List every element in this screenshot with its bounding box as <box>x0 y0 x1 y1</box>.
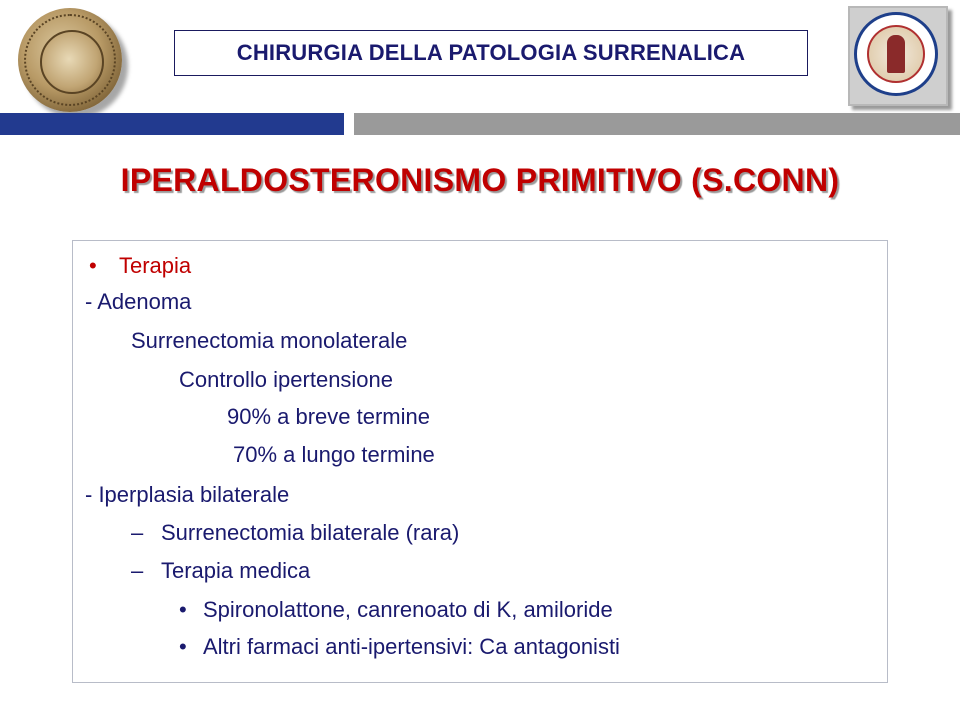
hospital-seal-frame <box>848 6 948 106</box>
list-item-controllo-ipertensione: Controllo ipertensione <box>179 367 394 392</box>
header-title-box <box>174 30 808 76</box>
list-item-terapia: Terapia <box>119 253 192 278</box>
seal-face-icon <box>40 30 104 94</box>
header-title: CHIRURGIA DELLA PATOLOGIA SURRENALICA <box>236 40 746 65</box>
content-box <box>72 240 888 683</box>
university-seal-logo <box>18 8 122 112</box>
dash-icon: – <box>131 520 144 545</box>
bullet-icon: • <box>179 634 187 659</box>
dash-icon: – <box>131 558 144 583</box>
hospital-seal-figure-icon <box>887 35 905 73</box>
bullet-icon: • <box>179 597 187 622</box>
list-item-iperplasia-bilaterale: - Iperplasia bilaterale <box>85 482 290 507</box>
list-item-adenoma: - Adenoma <box>85 289 192 314</box>
list-item-surrenectomia-bilaterale: Surrenectomia bilaterale (rara) <box>161 520 460 545</box>
slide-title: IPERALDOSTERONISMO PRIMITIVO (S.CONN) <box>120 162 840 198</box>
hospital-seal-logo <box>854 12 938 96</box>
list-item-terapia-medica: Terapia medica <box>161 558 311 583</box>
header-bar-grey <box>354 113 960 135</box>
list-item-breve-termine: 90% a breve termine <box>227 404 430 429</box>
list-item-lungo-termine: 70% a lungo termine <box>233 442 435 467</box>
header-bar-blue <box>0 113 344 135</box>
list-item-surrenectomia-monolaterale: Surrenectomia monolaterale <box>131 328 408 353</box>
list-item-altri-farmaci: Altri farmaci anti-ipertensivi: Ca antagonisti <box>203 634 620 659</box>
bullet-icon: • <box>89 253 97 278</box>
list-item-spironolattone: Spironolattone, canrenoato di K, amiloride <box>203 597 613 622</box>
